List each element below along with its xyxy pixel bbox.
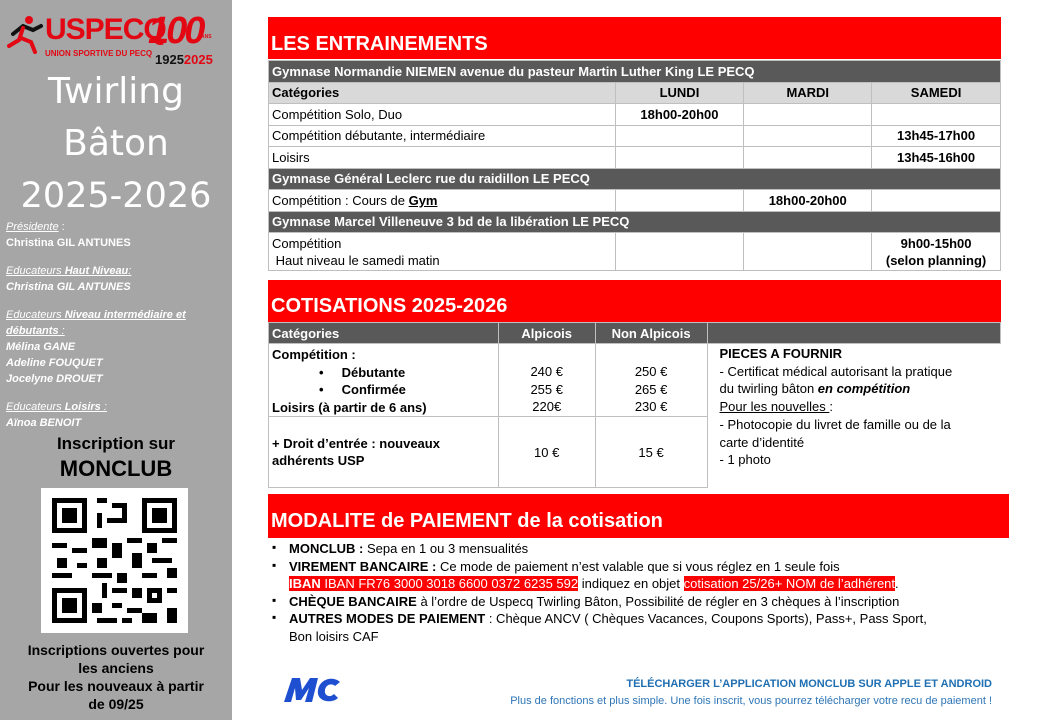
row-category: Compétition Solo, Duo (269, 104, 616, 126)
fees-entry-non-alpicois: 15 € (595, 417, 707, 488)
fees-confirmee: • Confirmée (319, 382, 406, 397)
registration-note-line: Inscriptions ouvertes pour (27, 642, 205, 658)
documents-line: - Photocopie du livret de famille ou de la (719, 416, 951, 432)
ni-role-prefix: Educateurs (6, 309, 65, 321)
payment-text: Ce mode de paiement n’est valable que si vous réglez en 1 seule fois (436, 558, 840, 574)
payment-text-continued: Bon loisirs CAF (289, 628, 379, 644)
row-category (269, 190, 616, 212)
table-row (269, 190, 1001, 212)
row-samedi-line: (selon planning) (885, 252, 987, 268)
fees-entry-line: adhérents USP (272, 453, 365, 468)
lo-name: Aïnoa BENOIT (6, 417, 82, 429)
fee-value: 250 € (634, 364, 668, 379)
sidebar (0, 0, 232, 720)
table-row (269, 104, 1001, 126)
fee-value: 255 € (530, 381, 563, 397)
president-sep: : (58, 221, 65, 233)
payment-label: AUTRES MODES DE PAIEMENT (289, 611, 486, 626)
fees-header-alpicois: Alpicois (498, 323, 595, 344)
row-samedi (872, 104, 1001, 126)
staff-list (6, 219, 228, 431)
row-category (269, 233, 616, 271)
header-samedi: SAMEDI (872, 82, 1001, 104)
row-samedi: 13h45-17h00 (872, 125, 1001, 147)
documents-new-label: Pour les nouvelles (719, 399, 830, 415)
fees-header-non-alpicois: Non Alpicois (595, 323, 707, 344)
ni-role (6, 307, 228, 339)
row-category: Loisirs (269, 147, 616, 169)
payment-list (272, 540, 1002, 645)
uspecq-logo (5, 10, 227, 72)
logo-name: USPECQ (45, 13, 166, 46)
trainings-table (268, 60, 1001, 271)
table-header-row (269, 82, 1001, 104)
row-samedi-line: 9h00-15h00 (900, 235, 972, 251)
iban-end: . (895, 576, 899, 591)
fees-debutante-label: Débutante (341, 364, 406, 380)
hn-role-bold: Haut Niveau (64, 265, 129, 277)
president-name: Christina GIL ANTUNES (6, 237, 131, 249)
iban-line (272, 575, 1002, 593)
fees-entry-label (269, 417, 499, 488)
logo-ans: ANS (201, 34, 212, 40)
table-row (269, 344, 1001, 417)
fee-value: 240 € (530, 364, 563, 379)
app-download-subtitle: Plus de fonctions et plus simple. Une fois inscrit, vous pourrez télécharger votre recu de paiement ! (510, 695, 992, 707)
fees-confirmee-label: Confirmée (341, 382, 406, 397)
registration-note-line: les anciens (78, 660, 154, 676)
documents-line: carte d’identité (719, 434, 805, 450)
documents-required (707, 344, 1000, 488)
sidebar-title-line3: 2025-2026 (20, 176, 212, 216)
table-row (269, 233, 1001, 271)
gym3-name: Gymnase Marcel Villeneuve 3 bd de la libération LE PECQ (269, 211, 1001, 233)
logo-subtitle: UNION SPORTIVE DU PECQ (45, 49, 153, 58)
row-category: Compétition débutante, intermédiaire (269, 125, 616, 147)
trainings-heading: LES ENTRAINEMENTS (268, 17, 1001, 59)
inscription-line1: Inscription sur (56, 434, 176, 453)
hn-role-suffix: : (128, 265, 132, 277)
fees-entry-alpicois: 10 € (498, 417, 595, 488)
gym-row (269, 211, 1001, 233)
fee-value: 265 € (634, 381, 668, 397)
row-lundi (615, 147, 744, 169)
fees-category (269, 344, 499, 417)
logo-centenary: 100 (148, 10, 203, 52)
gym-link[interactable]: Gym (408, 192, 438, 208)
fees-comp-label: Compétition : (272, 347, 356, 362)
table-row (269, 125, 1001, 147)
row-category-line: Haut niveau le samedi matin (272, 252, 440, 268)
logo-year-start: 1925 (155, 52, 184, 67)
lo-role-bold: Loisirs (64, 401, 101, 413)
payment-heading: MODALITE de PAIEMENT de la cotisation (268, 494, 1009, 538)
fees-table (268, 322, 1001, 488)
lo-role-prefix: Educateurs (6, 401, 65, 413)
iban-label: IBAN (289, 576, 321, 591)
row-mardi (744, 125, 872, 147)
iban-middle: indiquez en objet (578, 576, 684, 591)
fees-entry-line: + Droit d’entrée : nouveaux (272, 436, 440, 451)
fees-loisirs-label: Loisirs (à partir de 6 ans) (272, 399, 427, 415)
logo-years (155, 52, 213, 67)
runner-icon (5, 14, 45, 54)
fees-debutante: • Débutante (319, 364, 406, 380)
row-lundi (615, 190, 744, 212)
lo-role (6, 399, 228, 415)
ni-name: Mélina GANE (6, 341, 76, 353)
registration-note (0, 641, 232, 713)
qr-code-icon[interactable] (41, 488, 188, 633)
header-mardi: MARDI (744, 82, 872, 104)
fees-heading: COTISATIONS 2025-2026 (268, 280, 1001, 322)
sidebar-title-line2: Bâton (63, 123, 169, 164)
fee-value: 230 € (634, 399, 668, 414)
hn-role-prefix: Educateurs (6, 265, 65, 277)
hn-role (6, 263, 228, 279)
fees-alpicois (498, 344, 595, 417)
app-download-note (400, 676, 992, 710)
list-item (272, 593, 1002, 611)
sidebar-title-line1: Twirling (48, 71, 184, 112)
documents-new (720, 398, 1001, 416)
fees-non-alpicois (595, 344, 707, 417)
gym-row (269, 168, 1001, 190)
row-samedi: 13h45-16h00 (872, 147, 1001, 169)
fee-value: 220€ (532, 399, 562, 414)
documents-title: PIECES A FOURNIR (719, 346, 843, 361)
payment-label: CHÈQUE BANCAIRE (289, 593, 417, 609)
monclub-logo-icon[interactable] (282, 674, 342, 704)
ni-name: Jocelyne DROUET (6, 373, 103, 385)
payment-text: : Chèque ANCV ( Chèques Vacances, Coupons Sports), Pass+, Pass Sport, (485, 611, 927, 626)
ni-name: Adeline FOUQUET (6, 357, 103, 369)
fees-header-empty (707, 323, 1000, 344)
row-mardi (744, 233, 872, 271)
row-mardi (744, 147, 872, 169)
documents-line (720, 380, 1001, 398)
lo-role-suffix: : (100, 401, 107, 413)
gym1-name: Gymnase Normandie NIEMEN avenue du pasteur Martin Luther King LE PECQ (269, 61, 1001, 83)
row-samedi (872, 190, 1001, 212)
fees-header-categories: Catégories (269, 323, 499, 344)
iban-object: cotisation 25/26+ NOM de l’adhérent (683, 576, 896, 591)
registration-note-line: de 09/25 (88, 696, 144, 712)
registration-note-line: Pour les nouveaux à partir (28, 678, 204, 694)
iban-value: IBAN FR76 3000 3018 6600 0372 6235 592 (320, 576, 579, 591)
table-header-row (269, 323, 1001, 344)
row-category-prefix: Compétition : Cours de (272, 192, 409, 208)
table-row (269, 147, 1001, 169)
payment-label: VIREMENT BANCAIRE : (289, 558, 437, 574)
ni-role-bold: Niveau intermédiaire et débutants (6, 309, 186, 337)
list-item (272, 540, 1002, 558)
documents-line-bold: en compétition (817, 381, 911, 397)
row-lundi (615, 233, 744, 271)
gym2-name: Gymnase Général Leclerc rue du raidillon LE PECQ (269, 168, 1001, 190)
row-mardi: 18h00-20h00 (744, 190, 872, 212)
list-item (272, 558, 1002, 576)
row-mardi (744, 104, 872, 126)
president-role: Présidente (6, 221, 59, 233)
row-category-line: Compétition (272, 235, 342, 251)
documents-line: - Certificat médical autorisant la pratique (719, 363, 953, 379)
list-item (272, 610, 1002, 628)
row-samedi (872, 233, 1001, 271)
inscription-line2: MONCLUB (59, 456, 173, 481)
gym-row (269, 61, 1001, 83)
payment-text: Sepa en 1 ou 3 mensualités (363, 541, 529, 556)
header-lundi: LUNDI (615, 82, 744, 104)
logo-year-end: 2025 (183, 52, 213, 67)
row-lundi (615, 125, 744, 147)
app-download-title: TÉLÉCHARGER L’APPLICATION MONCLUB SUR APPLE ET ANDROID (626, 678, 992, 690)
payment-label: MONCLUB : (289, 541, 364, 556)
row-lundi: 18h00-20h00 (615, 104, 744, 126)
documents-line-prefix: du twirling bâton (719, 381, 818, 397)
payment-text: à l’ordre de Uspecq Twirling Bâton, Possibilité de régler en 3 chèques à l’inscription (416, 593, 900, 609)
hn-name: Christina GIL ANTUNES (6, 281, 131, 293)
header-categories: Catégories (269, 82, 616, 104)
ni-role-suffix: : (58, 325, 65, 337)
documents-new-sep: : (829, 399, 833, 415)
documents-line: - 1 photo (719, 452, 771, 468)
